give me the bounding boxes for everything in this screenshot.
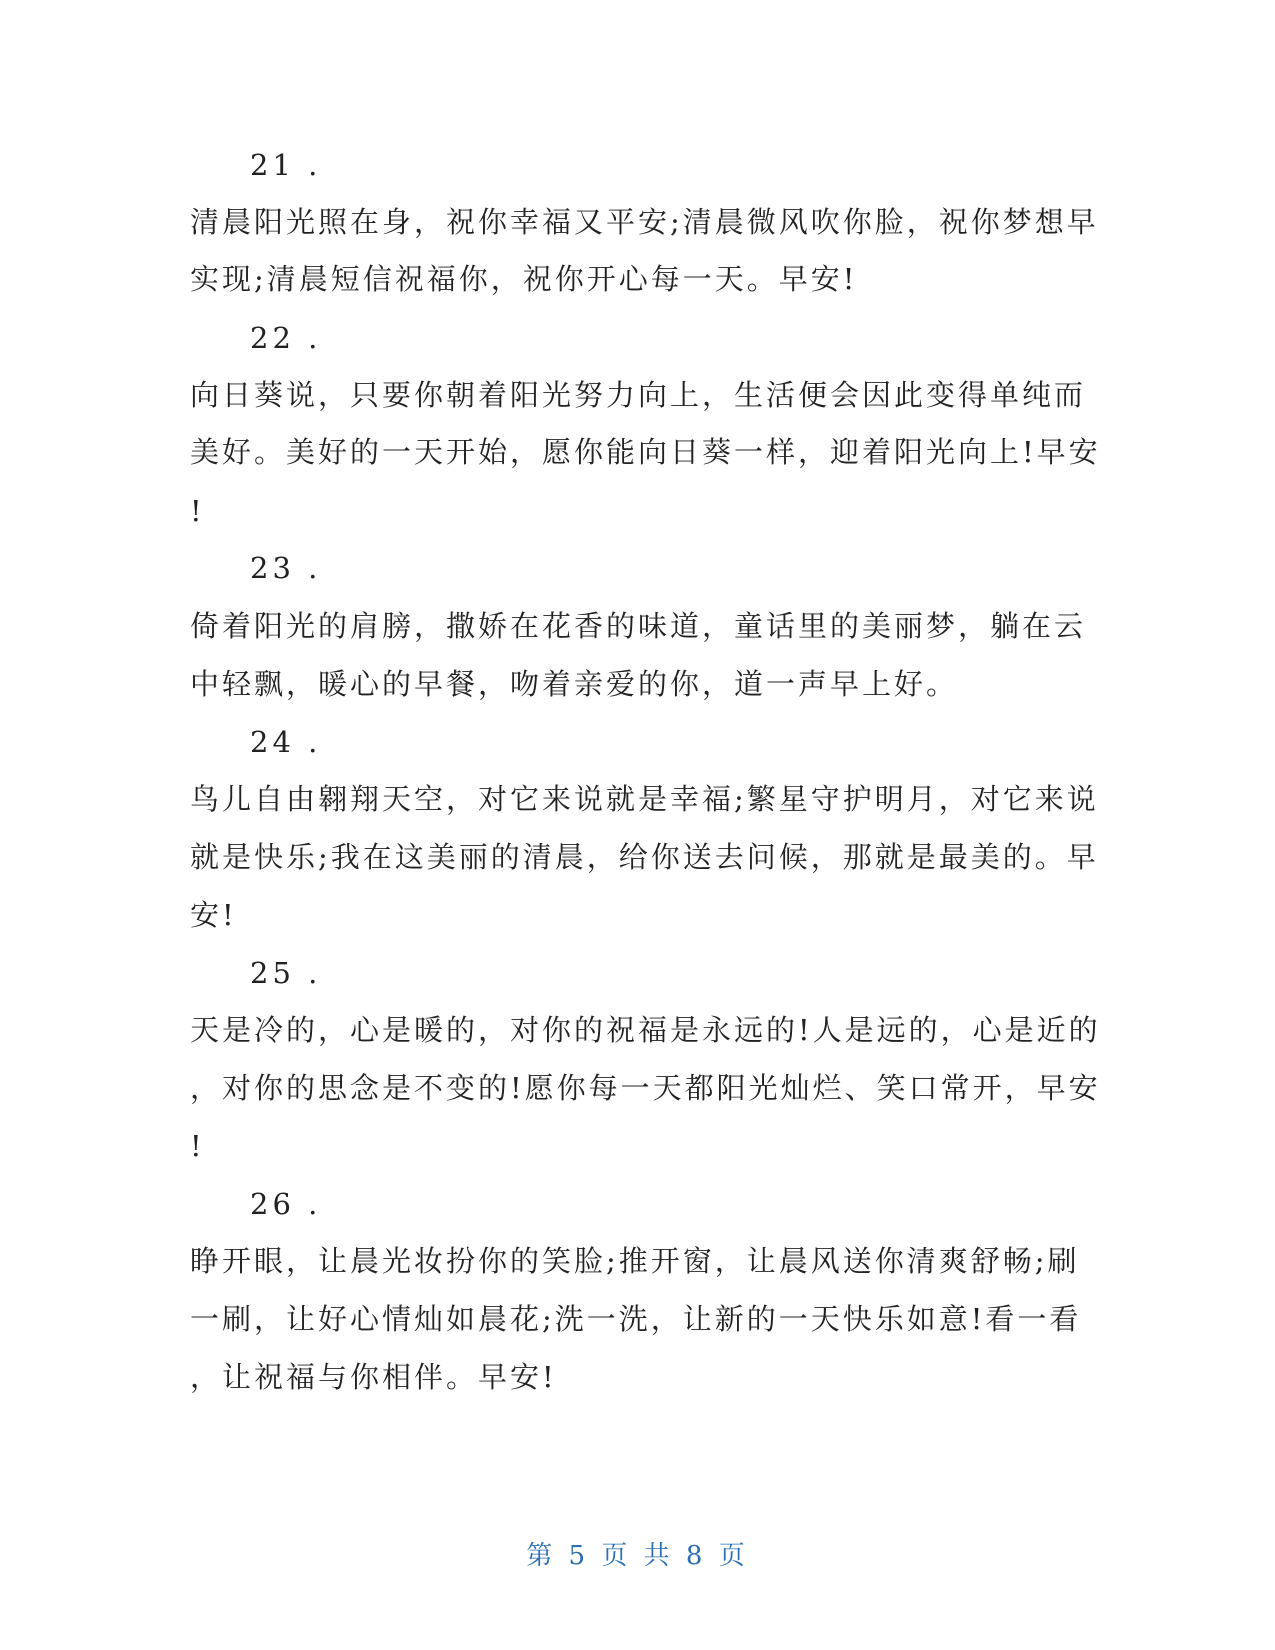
entry-text-line: ! bbox=[190, 1129, 205, 1163]
entry-text-line: ，让祝福与你相伴。早安! bbox=[190, 1360, 557, 1394]
entry-number: 24 . bbox=[250, 725, 322, 759]
entry-text-line: 一刷，让好心情灿如晨花;洗一洗，让新的一天快乐如意!看一看 bbox=[190, 1302, 1082, 1336]
entry-text-line: 睁开眼，让晨光妆扮你的笑脸;推开窗，让晨风送你清爽舒畅;刷 bbox=[190, 1244, 1080, 1278]
entry-text-line: 鸟儿自由翱翔天空，对它来说就是幸福;繁星守护明月，对它来说 bbox=[190, 782, 1099, 816]
entry-number: 26 . bbox=[250, 1187, 322, 1221]
entry-number: 22 . bbox=[250, 321, 322, 355]
entry-text-line: 向日葵说，只要你朝着阳光努力向上，生活便会因此变得单纯而 bbox=[190, 378, 1087, 412]
entry-number: 25 . bbox=[250, 956, 322, 990]
entry-text-line: 中轻飘，暖心的早餐，吻着亲爱的你，道一声早上好。 bbox=[190, 667, 959, 701]
footer-middle: 页 共 bbox=[601, 1541, 674, 1571]
entry-text-line: 清晨阳光照在身，祝你幸福又平安;清晨微风吹你脸，祝你梦想早 bbox=[190, 205, 1099, 239]
entry-text-line: 实现;清晨短信祝福你，祝你开心每一天。早安! bbox=[190, 262, 858, 296]
footer-suffix: 页 bbox=[718, 1541, 749, 1571]
footer-total-pages: 8 bbox=[685, 1541, 707, 1571]
entry-text-line: 就是快乐;我在这美丽的清晨，给你送去问候，那就是最美的。早 bbox=[190, 840, 1099, 874]
entry-text-line: 安! bbox=[190, 898, 237, 932]
entry-text-line: ，对你的思念是不变的!愿你每一天都阳光灿烂、笑口常开，早安 bbox=[190, 1071, 1101, 1105]
entry-number: 23 . bbox=[250, 551, 322, 585]
footer-current-page: 5 bbox=[568, 1541, 590, 1571]
entry-text-line: ! bbox=[190, 494, 205, 528]
footer-prefix: 第 bbox=[526, 1541, 557, 1571]
entry-text-line: 倚着阳光的肩膀，撒娇在花香的味道，童话里的美丽梦，躺在云 bbox=[190, 609, 1087, 643]
entry-number: 21 . bbox=[250, 148, 322, 182]
entry-text-line: 天是冷的，心是暖的，对你的祝福是永远的!人是远的，心是近的 bbox=[190, 1013, 1101, 1047]
page-footer bbox=[0, 1540, 1275, 1572]
entry-text-line: 美好。美好的一天开始，愿你能向日葵一样，迎着阳光向上!早安 bbox=[190, 435, 1101, 469]
